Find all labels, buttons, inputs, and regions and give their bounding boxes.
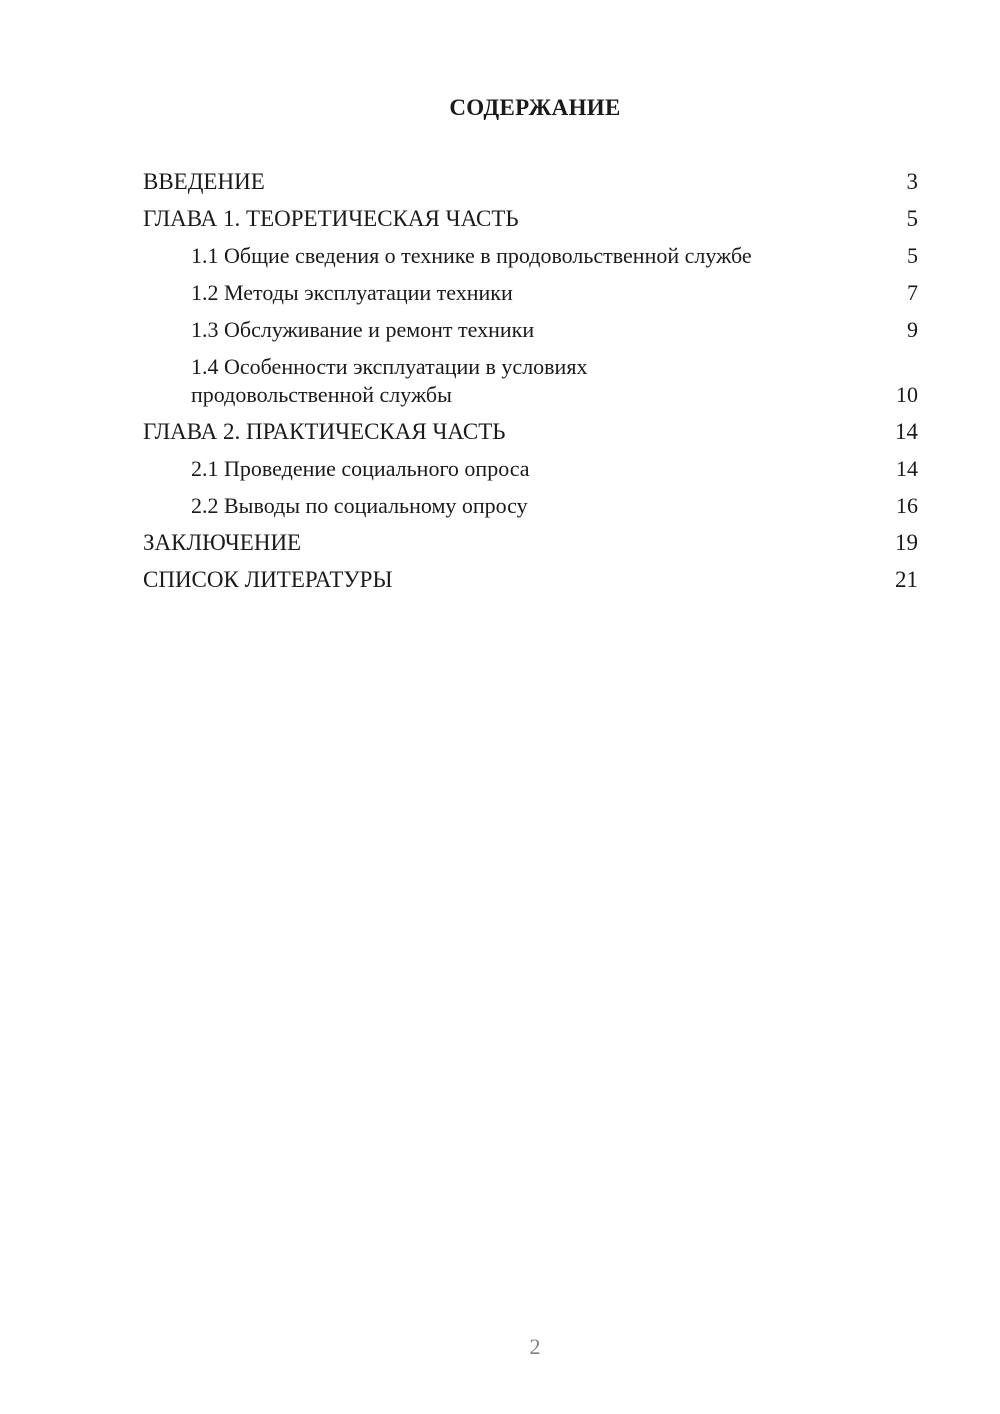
toc-title: СОДЕРЖАНИЕ: [449, 95, 621, 120]
toc-entry-page: 19: [895, 530, 918, 555]
toc-entry-page: 7: [907, 280, 918, 305]
toc-entry-label: ГЛАВА 2. ПРАКТИЧЕСКАЯ ЧАСТЬ: [143, 419, 506, 444]
toc-entry-section-1-2[interactable]: [143, 279, 918, 307]
toc-entry-section-1-3[interactable]: [143, 316, 918, 344]
toc-entry-label: 1.3 Обслуживание и ремонт техники: [191, 317, 535, 342]
toc-entry-section-1-1[interactable]: [143, 242, 918, 270]
toc-entry-chapter-2[interactable]: [143, 418, 918, 446]
toc-entry-page: 10: [896, 382, 918, 407]
toc-entry-label: 1.2 Методы эксплуатации техники: [191, 280, 513, 305]
toc-entry-page: 5: [907, 243, 918, 268]
toc-entry-page: 14: [896, 456, 918, 481]
toc-entry-label: 2.2 Выводы по социальному опросу: [191, 493, 528, 518]
toc-entry-label: 1.4 Особенности эксплуатации в условиях продовольственной службы: [191, 354, 588, 407]
toc-entry-page: 14: [895, 419, 918, 444]
toc-entry-conclusion[interactable]: [143, 529, 918, 557]
toc-entry-introduction[interactable]: [143, 168, 918, 196]
toc-entry-label: 1.1 Общие сведения о технике в продовольственной службе: [191, 243, 752, 268]
toc-entry-section-1-4[interactable]: [143, 353, 918, 409]
toc-entry-page: 9: [907, 317, 918, 342]
toc-entry-label: 2.1 Проведение социального опроса: [191, 456, 530, 481]
toc-entry-page: 5: [906, 206, 918, 231]
toc-entry-label: ВВЕДЕНИЕ: [143, 169, 265, 194]
toc-entry-chapter-1[interactable]: [143, 205, 918, 233]
toc-entry-section-2-1[interactable]: [143, 455, 918, 483]
toc-entry-label: ЗАКЛЮЧЕНИЕ: [143, 530, 302, 555]
toc-entry-label: СПИСОК ЛИТЕРАТУРЫ: [143, 567, 393, 592]
page-number: 2: [529, 1334, 541, 1359]
toc-entry-page: 21: [895, 567, 918, 592]
toc-entry-section-2-2[interactable]: [143, 492, 918, 520]
toc-entry-page: 16: [896, 493, 918, 518]
toc-entry-page: 3: [906, 169, 918, 194]
table-of-contents: [143, 168, 918, 603]
toc-entry-label: ГЛАВА 1. ТЕОРЕТИЧЕСКАЯ ЧАСТЬ: [143, 206, 519, 231]
toc-entry-bibliography[interactable]: [143, 566, 918, 594]
